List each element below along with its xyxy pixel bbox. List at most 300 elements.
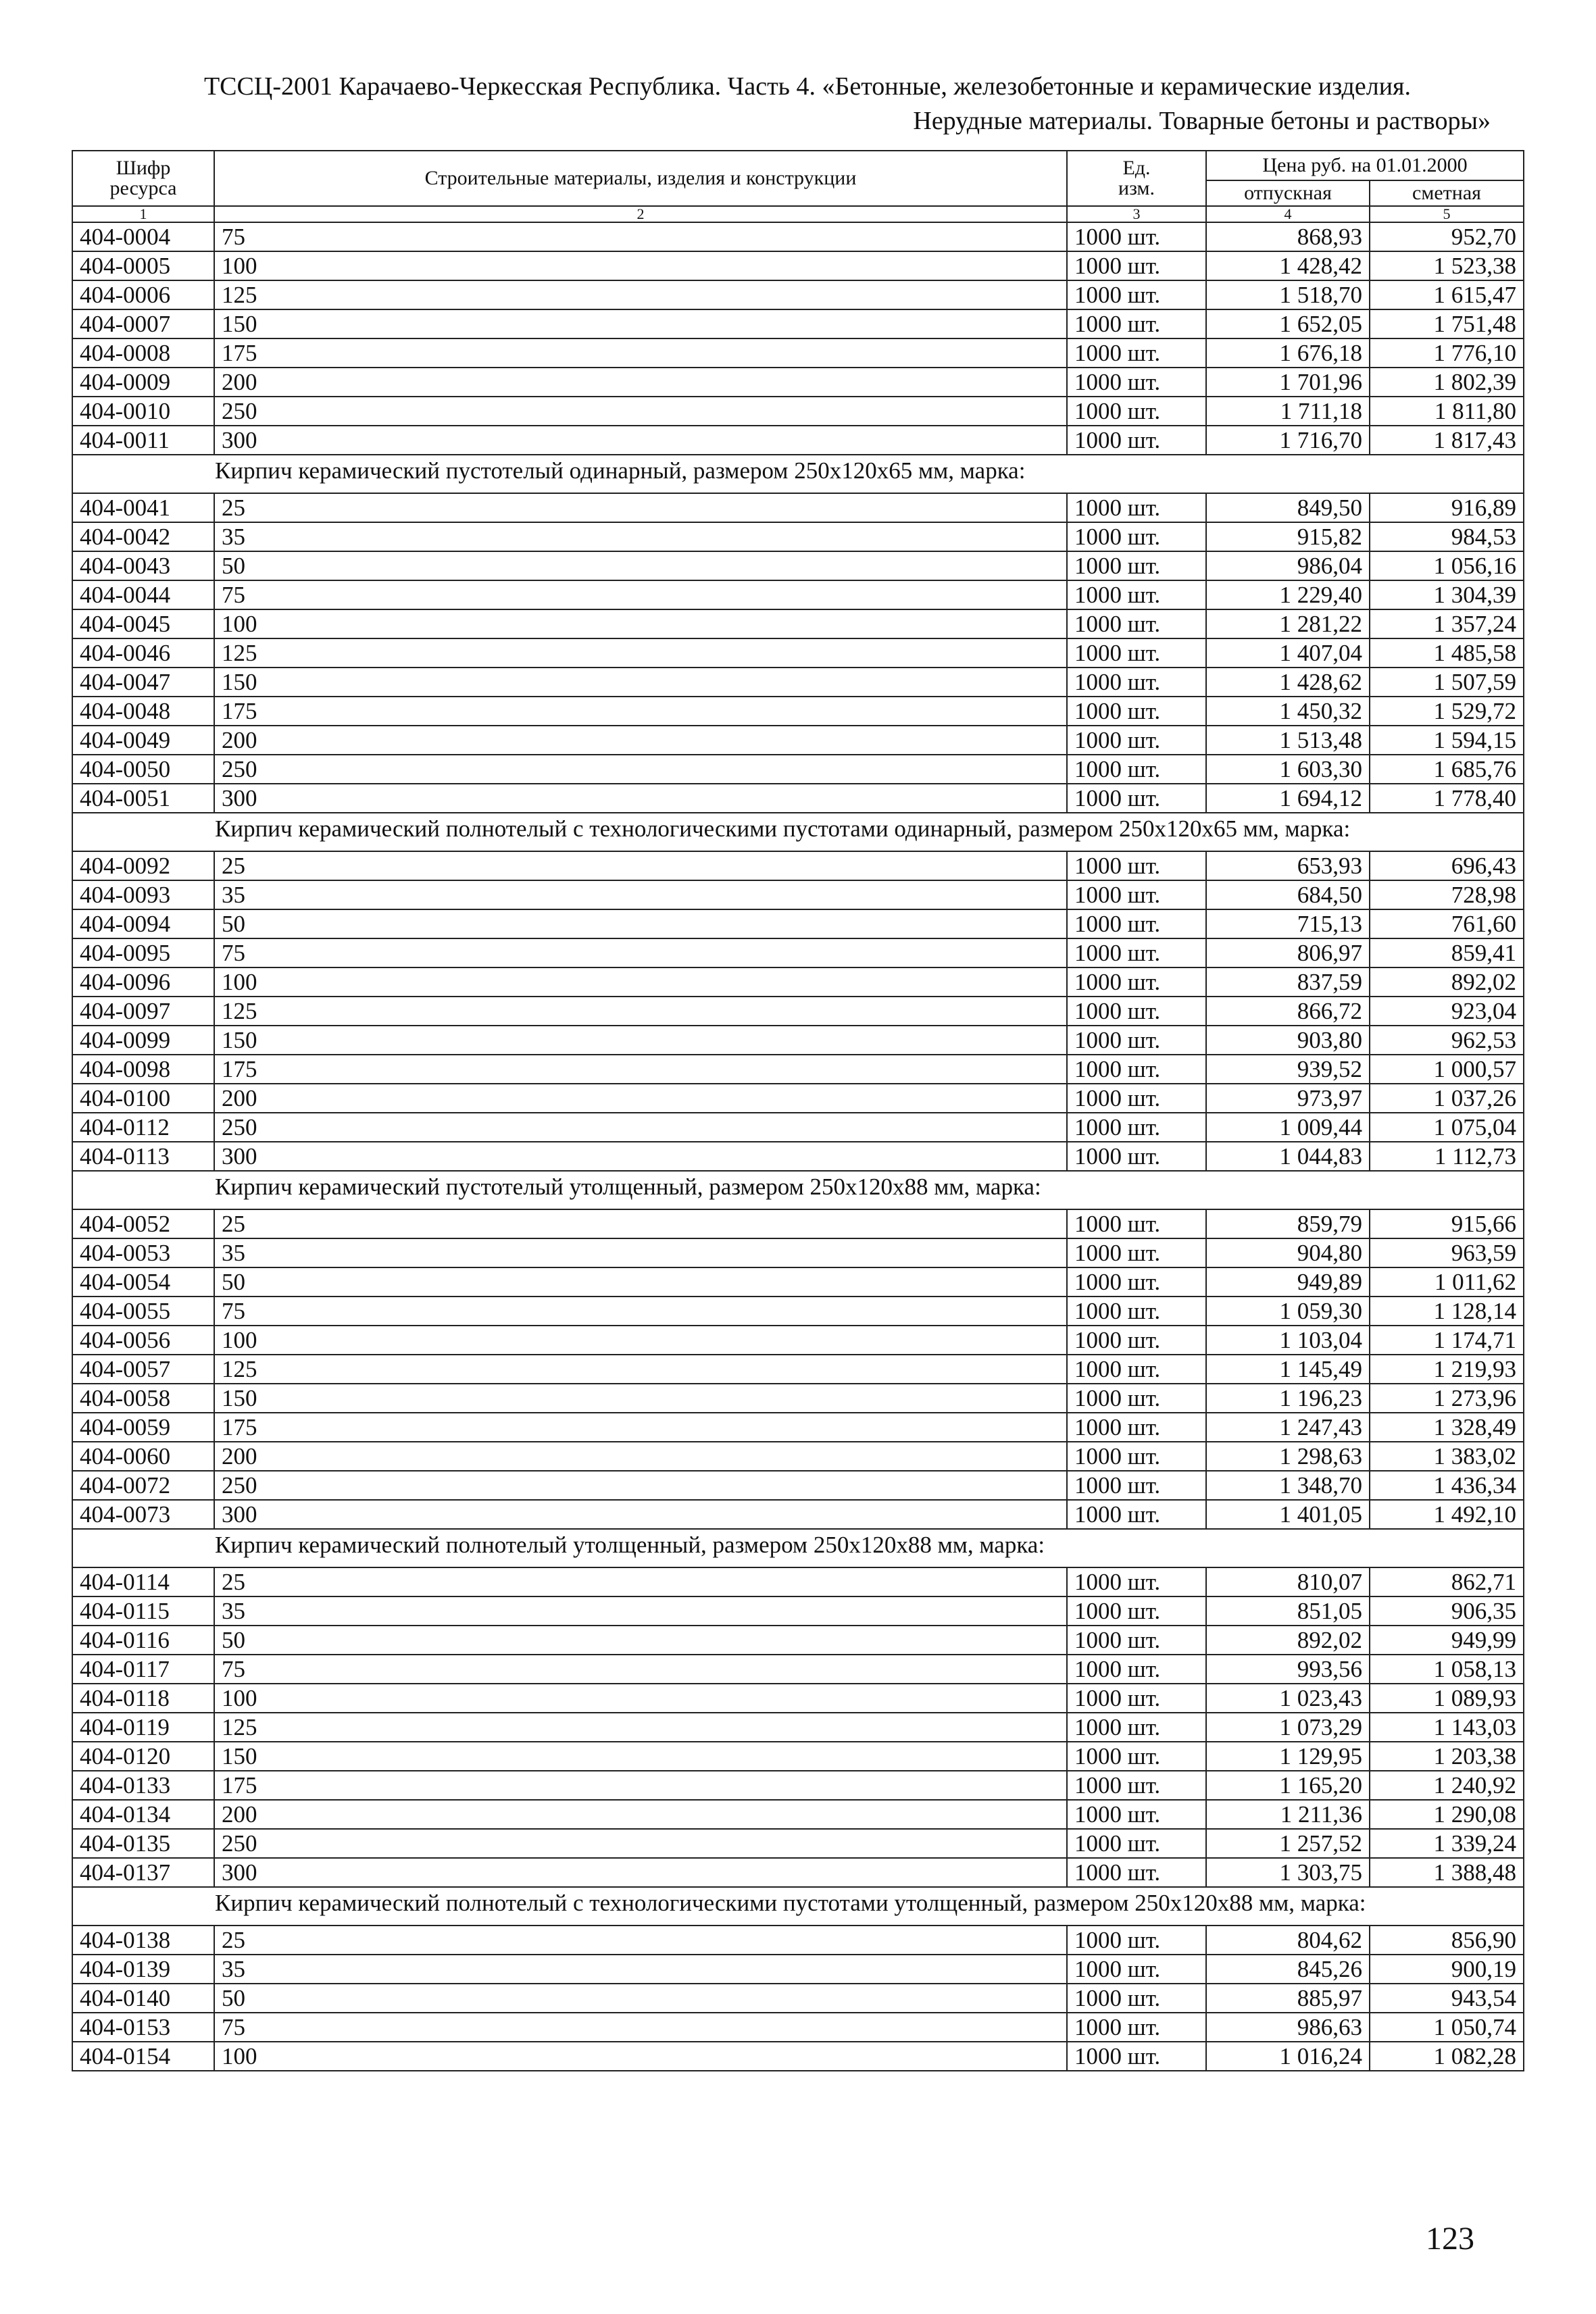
estimate-price: 1 507,59 xyxy=(1370,668,1524,697)
resource-code: 404-0054 xyxy=(72,1267,214,1297)
resource-code: 404-0049 xyxy=(72,726,214,755)
table-row xyxy=(72,522,1524,551)
unit-of-measure: 1000 шт. xyxy=(1067,1355,1206,1384)
header-estimate-price: сметная xyxy=(1370,180,1524,206)
brand-grade: 100 xyxy=(214,251,1067,280)
estimate-price: 943,54 xyxy=(1370,1984,1524,2013)
resource-code: 404-0008 xyxy=(72,338,214,368)
resource-code: 404-0059 xyxy=(72,1413,214,1442)
unit-of-measure: 1000 шт. xyxy=(1067,1142,1206,1171)
table-row xyxy=(72,1655,1524,1684)
estimate-price: 1 339,24 xyxy=(1370,1829,1524,1858)
unit-of-measure: 1000 шт. xyxy=(1067,397,1206,426)
estimate-price: 1 075,04 xyxy=(1370,1113,1524,1142)
section-row xyxy=(72,1529,1524,1567)
release-price: 653,93 xyxy=(1206,851,1370,880)
estimate-price: 1 492,10 xyxy=(1370,1500,1524,1529)
release-price: 1 298,63 xyxy=(1206,1442,1370,1471)
release-price: 1 129,95 xyxy=(1206,1742,1370,1771)
table-row xyxy=(72,1113,1524,1142)
table-row xyxy=(72,1858,1524,1887)
unit-of-measure: 1000 шт. xyxy=(1067,1442,1206,1471)
table-row xyxy=(72,1713,1524,1742)
unit-of-measure: 1000 шт. xyxy=(1067,967,1206,997)
estimate-price: 728,98 xyxy=(1370,880,1524,909)
estimate-price: 1 817,43 xyxy=(1370,426,1524,455)
estimate-price: 900,19 xyxy=(1370,1955,1524,1984)
resource-code: 404-0004 xyxy=(72,222,214,251)
table-row xyxy=(72,1596,1524,1626)
release-price: 1 059,30 xyxy=(1206,1297,1370,1326)
unit-of-measure: 1000 шт. xyxy=(1067,938,1206,967)
table-row xyxy=(72,1684,1524,1713)
resource-code: 404-0133 xyxy=(72,1771,214,1800)
unit-of-measure: 1000 шт. xyxy=(1067,338,1206,368)
resource-code: 404-0043 xyxy=(72,551,214,580)
section-heading: Кирпич керамический пустотелый одинарный, размером 250х120х65 мм, марка: xyxy=(72,455,1524,493)
estimate-price: 1 776,10 xyxy=(1370,338,1524,368)
release-price: 1 701,96 xyxy=(1206,368,1370,397)
unit-of-measure: 1000 шт. xyxy=(1067,1471,1206,1500)
release-price: 1 211,36 xyxy=(1206,1800,1370,1829)
table-row xyxy=(72,1209,1524,1238)
unit-of-measure: 1000 шт. xyxy=(1067,997,1206,1026)
unit-of-measure: 1000 шт. xyxy=(1067,1926,1206,1955)
unit-of-measure: 1000 шт. xyxy=(1067,851,1206,880)
estimate-price: 1 529,72 xyxy=(1370,697,1524,726)
resource-code: 404-0120 xyxy=(72,1742,214,1771)
brand-grade: 200 xyxy=(214,1800,1067,1829)
brand-grade: 100 xyxy=(214,2042,1067,2071)
brand-grade: 25 xyxy=(214,851,1067,880)
table-row xyxy=(72,967,1524,997)
estimate-price: 1 112,73 xyxy=(1370,1142,1524,1171)
release-price: 1 694,12 xyxy=(1206,784,1370,813)
price-table xyxy=(72,150,1524,2071)
resource-code: 404-0093 xyxy=(72,880,214,909)
resource-code: 404-0114 xyxy=(72,1567,214,1596)
brand-grade: 50 xyxy=(214,1267,1067,1297)
header-code-line1: Шифр xyxy=(116,157,171,179)
unit-of-measure: 1000 шт. xyxy=(1067,1829,1206,1858)
resource-code: 404-0095 xyxy=(72,938,214,967)
release-price: 986,63 xyxy=(1206,2013,1370,2042)
resource-code: 404-0051 xyxy=(72,784,214,813)
unit-of-measure: 1000 шт. xyxy=(1067,880,1206,909)
brand-grade: 100 xyxy=(214,609,1067,638)
release-price: 939,52 xyxy=(1206,1055,1370,1084)
unit-of-measure: 1000 шт. xyxy=(1067,309,1206,338)
release-price: 806,97 xyxy=(1206,938,1370,967)
release-price: 684,50 xyxy=(1206,880,1370,909)
brand-grade: 175 xyxy=(214,1055,1067,1084)
unit-of-measure: 1000 шт. xyxy=(1067,426,1206,455)
page-number: 123 xyxy=(1426,2221,1474,2257)
table-row xyxy=(72,338,1524,368)
resource-code: 404-0046 xyxy=(72,638,214,668)
unit-of-measure: 1000 шт. xyxy=(1067,280,1206,309)
estimate-price: 1 174,71 xyxy=(1370,1326,1524,1355)
brand-grade: 25 xyxy=(214,1567,1067,1596)
resource-code: 404-0073 xyxy=(72,1500,214,1529)
brand-grade: 300 xyxy=(214,1500,1067,1529)
estimate-price: 1 685,76 xyxy=(1370,755,1524,784)
release-price: 1 044,83 xyxy=(1206,1142,1370,1171)
estimate-price: 1 290,08 xyxy=(1370,1800,1524,1829)
table-row xyxy=(72,638,1524,668)
table-row xyxy=(72,426,1524,455)
document-title: ТССЦ-2001 Карачаево-Черкесская Республика. Часть 4. «Бетонные, железобетонные и керамические изделия. xyxy=(203,72,1412,101)
unit-of-measure: 1000 шт. xyxy=(1067,1500,1206,1529)
release-price: 1 196,23 xyxy=(1206,1384,1370,1413)
estimate-price: 1 273,96 xyxy=(1370,1384,1524,1413)
release-price: 1 257,52 xyxy=(1206,1829,1370,1858)
release-price: 1 428,42 xyxy=(1206,251,1370,280)
document-subtitle: Нерудные материалы. Товарные бетоны и растворы» xyxy=(913,107,1491,135)
estimate-price: 1 143,03 xyxy=(1370,1713,1524,1742)
unit-of-measure: 1000 шт. xyxy=(1067,784,1206,813)
brand-grade: 50 xyxy=(214,909,1067,938)
brand-grade: 75 xyxy=(214,2013,1067,2042)
table-row xyxy=(72,2042,1524,2071)
table-row xyxy=(72,397,1524,426)
estimate-price: 1 436,34 xyxy=(1370,1471,1524,1500)
brand-grade: 35 xyxy=(214,522,1067,551)
table-row xyxy=(72,251,1524,280)
brand-grade: 200 xyxy=(214,1084,1067,1113)
unit-of-measure: 1000 шт. xyxy=(1067,580,1206,609)
resource-code: 404-0116 xyxy=(72,1626,214,1655)
resource-code: 404-0042 xyxy=(72,522,214,551)
release-price: 837,59 xyxy=(1206,967,1370,997)
brand-grade: 35 xyxy=(214,1238,1067,1267)
table-row xyxy=(72,1267,1524,1297)
unit-of-measure: 1000 шт. xyxy=(1067,755,1206,784)
resource-code: 404-0010 xyxy=(72,397,214,426)
unit-of-measure: 1000 шт. xyxy=(1067,1800,1206,1829)
resource-code: 404-0112 xyxy=(72,1113,214,1142)
estimate-price: 856,90 xyxy=(1370,1926,1524,1955)
brand-grade: 35 xyxy=(214,1596,1067,1626)
resource-code: 404-0053 xyxy=(72,1238,214,1267)
estimate-price: 862,71 xyxy=(1370,1567,1524,1596)
release-price: 949,89 xyxy=(1206,1267,1370,1297)
resource-code: 404-0117 xyxy=(72,1655,214,1684)
estimate-price: 1 000,57 xyxy=(1370,1055,1524,1084)
estimate-price: 1 219,93 xyxy=(1370,1355,1524,1384)
estimate-price: 1 037,26 xyxy=(1370,1084,1524,1113)
header-unit xyxy=(1067,151,1206,206)
release-price: 1 428,62 xyxy=(1206,668,1370,697)
release-price: 915,82 xyxy=(1206,522,1370,551)
table-row xyxy=(72,368,1524,397)
table-row xyxy=(72,1742,1524,1771)
brand-grade: 150 xyxy=(214,1384,1067,1413)
resource-code: 404-0056 xyxy=(72,1326,214,1355)
resource-code: 404-0011 xyxy=(72,426,214,455)
table-row xyxy=(72,997,1524,1026)
release-price: 1 073,29 xyxy=(1206,1713,1370,1742)
section-heading: Кирпич керамический пустотелый утолщенный, размером 250х120х88 мм, марка: xyxy=(72,1171,1524,1209)
release-price: 868,93 xyxy=(1206,222,1370,251)
resource-code: 404-0140 xyxy=(72,1984,214,2013)
brand-grade: 175 xyxy=(214,338,1067,368)
estimate-price: 984,53 xyxy=(1370,522,1524,551)
release-price: 993,56 xyxy=(1206,1655,1370,1684)
brand-grade: 75 xyxy=(214,580,1067,609)
brand-grade: 100 xyxy=(214,1326,1067,1355)
table-row xyxy=(72,493,1524,522)
resource-code: 404-0153 xyxy=(72,2013,214,2042)
unit-of-measure: 1000 шт. xyxy=(1067,1297,1206,1326)
table-row xyxy=(72,880,1524,909)
unit-of-measure: 1000 шт. xyxy=(1067,1984,1206,2013)
release-price: 845,26 xyxy=(1206,1955,1370,1984)
table-row xyxy=(72,280,1524,309)
unit-of-measure: 1000 шт. xyxy=(1067,222,1206,251)
resource-code: 404-0096 xyxy=(72,967,214,997)
resource-code: 404-0047 xyxy=(72,668,214,697)
release-price: 885,97 xyxy=(1206,1984,1370,2013)
estimate-price: 859,41 xyxy=(1370,938,1524,967)
resource-code: 404-0057 xyxy=(72,1355,214,1384)
brand-grade: 300 xyxy=(214,1858,1067,1887)
resource-code: 404-0058 xyxy=(72,1384,214,1413)
resource-code: 404-0005 xyxy=(72,251,214,280)
table-row xyxy=(72,697,1524,726)
brand-grade: 175 xyxy=(214,1771,1067,1800)
table-row xyxy=(72,1084,1524,1113)
estimate-price: 1 058,13 xyxy=(1370,1655,1524,1684)
release-price: 715,13 xyxy=(1206,909,1370,938)
unit-of-measure: 1000 шт. xyxy=(1067,493,1206,522)
unit-of-measure: 1000 шт. xyxy=(1067,1384,1206,1413)
brand-grade: 300 xyxy=(214,784,1067,813)
release-price: 1 407,04 xyxy=(1206,638,1370,668)
column-number: 3 xyxy=(1067,206,1206,222)
unit-of-measure: 1000 шт. xyxy=(1067,909,1206,938)
section-heading: Кирпич керамический полнотелый с технологическими пустотами утолщенный, размером 250х120х88 мм, марка: xyxy=(72,1887,1524,1926)
brand-grade: 100 xyxy=(214,967,1067,997)
header-unit-line1: Ед. xyxy=(1122,157,1151,179)
unit-of-measure: 1000 шт. xyxy=(1067,1238,1206,1267)
estimate-price: 1 485,58 xyxy=(1370,638,1524,668)
table-row xyxy=(72,938,1524,967)
unit-of-measure: 1000 шт. xyxy=(1067,1209,1206,1238)
section-row xyxy=(72,813,1524,851)
table-row xyxy=(72,1800,1524,1829)
release-price: 810,07 xyxy=(1206,1567,1370,1596)
estimate-price: 1 811,80 xyxy=(1370,397,1524,426)
brand-grade: 75 xyxy=(214,938,1067,967)
brand-grade: 200 xyxy=(214,368,1067,397)
estimate-price: 1 615,47 xyxy=(1370,280,1524,309)
resource-code: 404-0100 xyxy=(72,1084,214,1113)
release-price: 892,02 xyxy=(1206,1626,1370,1655)
table-row xyxy=(72,1055,1524,1084)
resource-code: 404-0119 xyxy=(72,1713,214,1742)
table-row xyxy=(72,1413,1524,1442)
header-name: Строительные материалы, изделия и конструкции xyxy=(214,151,1067,206)
brand-grade: 175 xyxy=(214,1413,1067,1442)
release-price: 1 603,30 xyxy=(1206,755,1370,784)
release-price: 1 023,43 xyxy=(1206,1684,1370,1713)
resource-code: 404-0138 xyxy=(72,1926,214,1955)
column-number: 2 xyxy=(214,206,1067,222)
estimate-price: 923,04 xyxy=(1370,997,1524,1026)
table-row xyxy=(72,755,1524,784)
unit-of-measure: 1000 шт. xyxy=(1067,1326,1206,1355)
brand-grade: 250 xyxy=(214,1829,1067,1858)
brand-grade: 200 xyxy=(214,726,1067,755)
release-price: 1 145,49 xyxy=(1206,1355,1370,1384)
estimate-price: 1 304,39 xyxy=(1370,580,1524,609)
release-price: 866,72 xyxy=(1206,997,1370,1026)
resource-code: 404-0137 xyxy=(72,1858,214,1887)
resource-code: 404-0006 xyxy=(72,280,214,309)
brand-grade: 100 xyxy=(214,1684,1067,1713)
release-price: 1 716,70 xyxy=(1206,426,1370,455)
resource-code: 404-0113 xyxy=(72,1142,214,1171)
resource-code: 404-0050 xyxy=(72,755,214,784)
table-row xyxy=(72,551,1524,580)
unit-of-measure: 1000 шт. xyxy=(1067,1567,1206,1596)
estimate-price: 892,02 xyxy=(1370,967,1524,997)
resource-code: 404-0135 xyxy=(72,1829,214,1858)
release-price: 904,80 xyxy=(1206,1238,1370,1267)
release-price: 804,62 xyxy=(1206,1926,1370,1955)
table-row xyxy=(72,668,1524,697)
release-price: 1 009,44 xyxy=(1206,1113,1370,1142)
release-price: 903,80 xyxy=(1206,1026,1370,1055)
resource-code: 404-0052 xyxy=(72,1209,214,1238)
resource-code: 404-0134 xyxy=(72,1800,214,1829)
table-row xyxy=(72,222,1524,251)
unit-of-measure: 1000 шт. xyxy=(1067,609,1206,638)
brand-grade: 75 xyxy=(214,222,1067,251)
table-row xyxy=(72,851,1524,880)
brand-grade: 300 xyxy=(214,426,1067,455)
release-price: 1 348,70 xyxy=(1206,1471,1370,1500)
resource-code: 404-0009 xyxy=(72,368,214,397)
estimate-price: 906,35 xyxy=(1370,1596,1524,1626)
release-price: 1 676,18 xyxy=(1206,338,1370,368)
resource-code: 404-0098 xyxy=(72,1055,214,1084)
section-row xyxy=(72,1171,1524,1209)
brand-grade: 250 xyxy=(214,1471,1067,1500)
unit-of-measure: 1000 шт. xyxy=(1067,1626,1206,1655)
resource-code: 404-0045 xyxy=(72,609,214,638)
estimate-price: 1 778,40 xyxy=(1370,784,1524,813)
resource-code: 404-0139 xyxy=(72,1955,214,1984)
release-price: 1 518,70 xyxy=(1206,280,1370,309)
release-price: 1 652,05 xyxy=(1206,309,1370,338)
brand-grade: 75 xyxy=(214,1297,1067,1326)
estimate-price: 962,53 xyxy=(1370,1026,1524,1055)
resource-code: 404-0115 xyxy=(72,1596,214,1626)
brand-grade: 50 xyxy=(214,1626,1067,1655)
release-price: 1 229,40 xyxy=(1206,580,1370,609)
brand-grade: 35 xyxy=(214,880,1067,909)
brand-grade: 250 xyxy=(214,755,1067,784)
release-price: 1 450,32 xyxy=(1206,697,1370,726)
table-row xyxy=(72,2013,1524,2042)
unit-of-measure: 1000 шт. xyxy=(1067,522,1206,551)
release-price: 849,50 xyxy=(1206,493,1370,522)
estimate-price: 1 240,92 xyxy=(1370,1771,1524,1800)
table-row xyxy=(72,784,1524,813)
unit-of-measure: 1000 шт. xyxy=(1067,2042,1206,2071)
unit-of-measure: 1000 шт. xyxy=(1067,1742,1206,1771)
release-price: 1 303,75 xyxy=(1206,1858,1370,1887)
table-row xyxy=(72,1955,1524,1984)
brand-grade: 50 xyxy=(214,1984,1067,2013)
brand-grade: 25 xyxy=(214,1926,1067,1955)
estimate-price: 1 089,93 xyxy=(1370,1684,1524,1713)
release-price: 851,05 xyxy=(1206,1596,1370,1626)
brand-grade: 300 xyxy=(214,1142,1067,1171)
column-number: 5 xyxy=(1370,206,1524,222)
brand-grade: 125 xyxy=(214,638,1067,668)
brand-grade: 125 xyxy=(214,1355,1067,1384)
unit-of-measure: 1000 шт. xyxy=(1067,1267,1206,1297)
release-price: 1 401,05 xyxy=(1206,1500,1370,1529)
section-row xyxy=(72,1887,1524,1926)
unit-of-measure: 1000 шт. xyxy=(1067,1684,1206,1713)
brand-grade: 50 xyxy=(214,551,1067,580)
unit-of-measure: 1000 шт. xyxy=(1067,1713,1206,1742)
brand-grade: 125 xyxy=(214,997,1067,1026)
unit-of-measure: 1000 шт. xyxy=(1067,668,1206,697)
table-row xyxy=(72,1355,1524,1384)
header-price-group: Цена руб. на 01.01.2000 xyxy=(1206,151,1524,180)
release-price: 986,04 xyxy=(1206,551,1370,580)
table-row xyxy=(72,1829,1524,1858)
estimate-price: 915,66 xyxy=(1370,1209,1524,1238)
release-price: 859,79 xyxy=(1206,1209,1370,1238)
release-price: 1 103,04 xyxy=(1206,1326,1370,1355)
brand-grade: 250 xyxy=(214,397,1067,426)
unit-of-measure: 1000 шт. xyxy=(1067,726,1206,755)
resource-code: 404-0044 xyxy=(72,580,214,609)
unit-of-measure: 1000 шт. xyxy=(1067,1084,1206,1113)
brand-grade: 25 xyxy=(214,493,1067,522)
unit-of-measure: 1000 шт. xyxy=(1067,1771,1206,1800)
brand-grade: 125 xyxy=(214,1713,1067,1742)
brand-grade: 150 xyxy=(214,1026,1067,1055)
release-price: 1 016,24 xyxy=(1206,2042,1370,2071)
unit-of-measure: 1000 шт. xyxy=(1067,368,1206,397)
estimate-price: 761,60 xyxy=(1370,909,1524,938)
release-price: 1 247,43 xyxy=(1206,1413,1370,1442)
brand-grade: 250 xyxy=(214,1113,1067,1142)
release-price: 1 711,18 xyxy=(1206,397,1370,426)
resource-code: 404-0092 xyxy=(72,851,214,880)
estimate-price: 1 388,48 xyxy=(1370,1858,1524,1887)
unit-of-measure: 1000 шт. xyxy=(1067,1858,1206,1887)
table-row xyxy=(72,1442,1524,1471)
table-row xyxy=(72,1771,1524,1800)
unit-of-measure: 1000 шт. xyxy=(1067,638,1206,668)
estimate-price: 1 383,02 xyxy=(1370,1442,1524,1471)
section-row xyxy=(72,455,1524,493)
header-unit-line2: изм. xyxy=(1118,177,1155,199)
unit-of-measure: 1000 шт. xyxy=(1067,551,1206,580)
estimate-price: 696,43 xyxy=(1370,851,1524,880)
unit-of-measure: 1000 шт. xyxy=(1067,697,1206,726)
release-price: 1 513,48 xyxy=(1206,726,1370,755)
table-row xyxy=(72,1026,1524,1055)
